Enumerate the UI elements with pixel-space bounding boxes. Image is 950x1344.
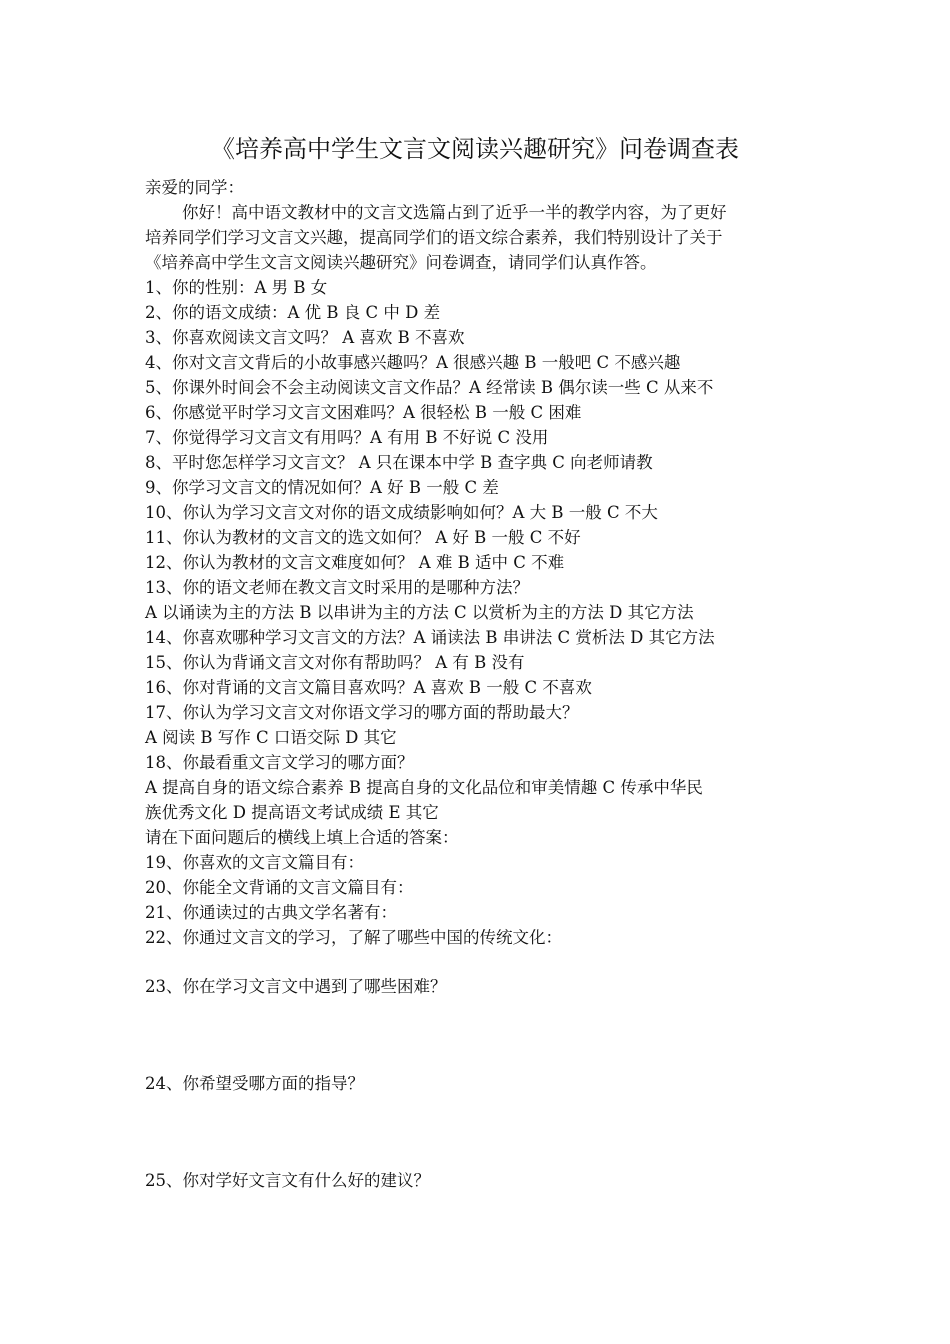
- document-body: [145, 175, 810, 1193]
- question-18-options: A 提高自身的语文综合素养 B 提高自身的文化品位和审美情趣 C 传承中华民: [145, 778, 703, 797]
- answer-space: [145, 950, 810, 974]
- question-18-options-cont: 族优秀文化 D 提高语文考试成绩 E 其它: [145, 803, 439, 822]
- intro-line: 《培养高中学生文言文阅读兴趣研究》问卷调查，请同学们认真作答。: [145, 253, 657, 272]
- question-14: 14、你喜欢哪种学习文言文的方法？A 诵读法 B 串讲法 C 赏析法 D 其它方法: [145, 628, 715, 647]
- intro-line: 你好！高中语文教材中的文言文选篇占到了近乎一半的教学内容，为了更好: [182, 203, 727, 222]
- question-4: 4、你对文言文背后的小故事感兴趣吗？A 很感兴趣 B 一般吧 C 不感兴趣: [145, 353, 681, 372]
- intro-line: 培养同学们学习文言文兴趣，提高同学们的语文综合素养，我们特别设计了关于: [145, 228, 723, 247]
- question-18: 18、你最看重文言文学习的哪方面？: [145, 753, 414, 772]
- document-title: 《培养高中学生文言文阅读兴趣研究》问卷调查表: [211, 135, 739, 163]
- question-11: 11、你认为教材的文言文的选文如何？ A 好 B 一般 C 不好: [145, 528, 581, 547]
- question-8: 8、平时您怎样学习文言文？ A 只在课本中学 B 查字典 C 向老师请教: [145, 453, 653, 472]
- question-13-options: A 以诵读为主的方法 B 以串讲为主的方法 C 以赏析为主的方法 D 其它方法: [145, 603, 694, 622]
- fill-instruction: 请在下面问题后的横线上填上合适的答案：: [145, 828, 459, 847]
- question-17-options: A 阅读 B 写作 C 口语交际 D 其它: [145, 728, 397, 747]
- question-22: 22、你通过文言文的学习，了解了哪些中国的传统文化：: [145, 928, 562, 947]
- question-20: 20、你能全文背诵的文言文篇目有：: [145, 878, 414, 897]
- question-16: 16、你对背诵的文言文篇目喜欢吗？A 喜欢 B 一般 C 不喜欢: [145, 678, 592, 697]
- question-24: 24、你希望受哪方面的指导？: [145, 1074, 364, 1093]
- question-1: 1、你的性别：A 男 B 女: [145, 278, 328, 297]
- question-3: 3、你喜欢阅读文言文吗？ A 喜欢 B 不喜欢: [145, 328, 465, 347]
- question-6: 6、你感觉平时学习文言文困难吗？A 很轻松 B 一般 C 困难: [145, 403, 582, 422]
- question-10: 10、你认为学习文言文对你的语文成绩影响如何？A 大 B 一般 C 不大: [145, 503, 658, 522]
- greeting: 亲爱的同学：: [145, 178, 244, 197]
- question-2: 2、你的语文成绩：A 优 B 良 C 中 D 差: [145, 303, 441, 322]
- question-12: 12、你认为教材的文言文难度如何？ A 难 B 适中 C 不难: [145, 553, 565, 572]
- question-15: 15、你认为背诵文言文对你有帮助吗？ A 有 B 没有: [145, 653, 525, 672]
- answer-space: [145, 1096, 810, 1168]
- question-9: 9、你学习文言文的情况如何？A 好 B 一般 C 差: [145, 478, 499, 497]
- question-21: 21、你通读过的古典文学名著有：: [145, 903, 397, 922]
- question-5: 5、你课外时间会不会主动阅读文言文作品？A 经常读 B 偶尔读一些 C 从来不: [145, 378, 714, 397]
- question-23: 23、你在学习文言文中遇到了哪些困难？: [145, 977, 447, 996]
- question-13: 13、你的语文老师在教文言文时采用的是哪种方法？: [145, 578, 529, 597]
- answer-space: [145, 999, 810, 1071]
- question-25: 25、你对学好文言文有什么好的建议？: [145, 1171, 430, 1190]
- question-19: 19、你喜欢的文言文篇目有：: [145, 853, 364, 872]
- question-17: 17、你认为学习文言文对你语文学习的哪方面的帮助最大？: [145, 703, 579, 722]
- question-7: 7、你觉得学习文言文有用吗？A 有用 B 不好说 C 没用: [145, 428, 549, 447]
